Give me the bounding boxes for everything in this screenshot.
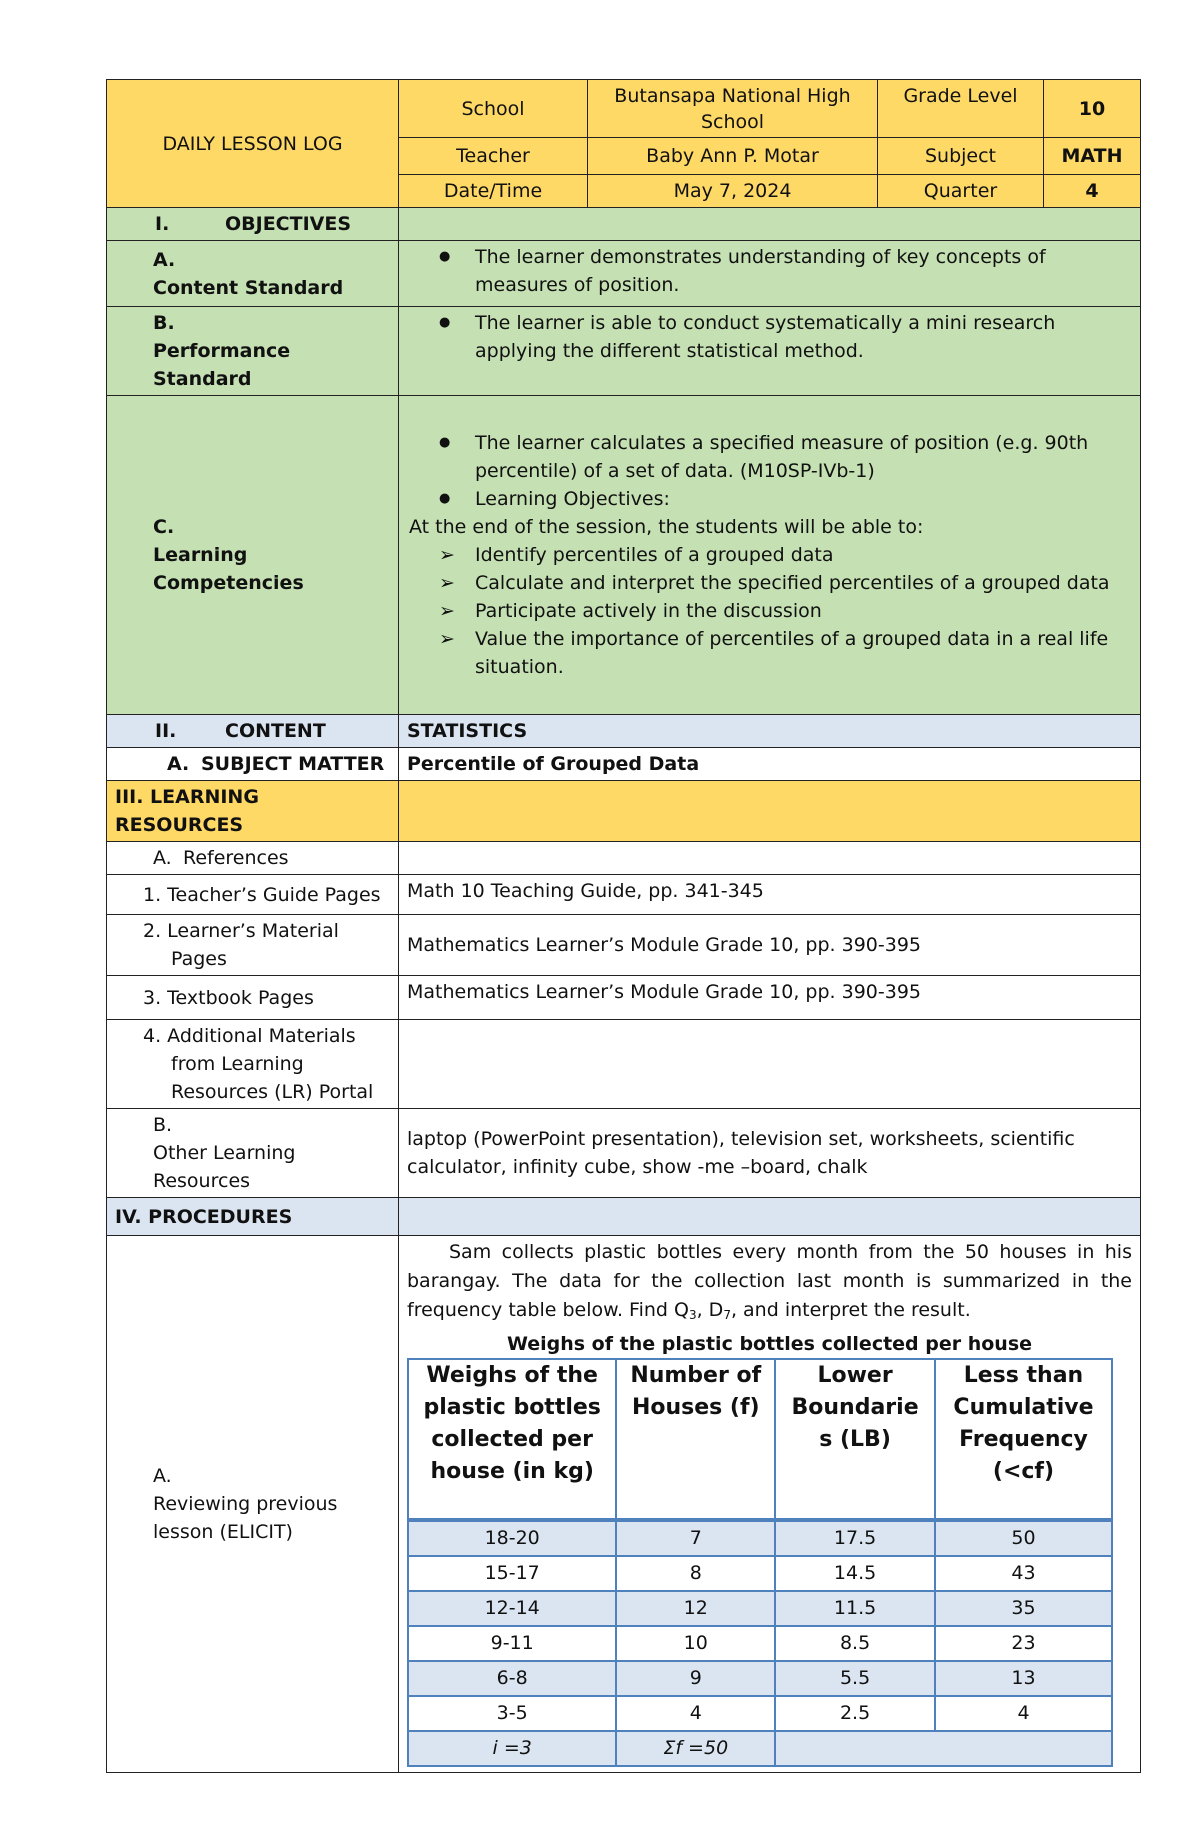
subject-matter-label: A. SUBJECT MATTER xyxy=(107,748,399,781)
table-row xyxy=(408,1661,1112,1696)
grade-level-label: Grade Level xyxy=(878,80,1044,138)
table-cell: 9 xyxy=(616,1661,775,1696)
teacher-value: Baby Ann P. Motar xyxy=(588,138,878,175)
teachers-guide-label: 1. Teacher’s Guide Pages xyxy=(107,875,399,915)
other-resources-value: laptop (PowerPoint presentation), television set, worksheets, scientific calculator, infinity cube, show -me –board, chalk xyxy=(399,1109,1141,1198)
references-label: A. References xyxy=(107,842,399,875)
table-cell: 12 xyxy=(616,1591,775,1626)
school-value: Butansapa National High School xyxy=(588,80,878,138)
problem-paragraph: Sam collects plastic bottles every month from the 50 houses in his barangay. The data for the collection last month is summarized in the frequency table below. Find $Q_3$, $D_7$, and interpret the result. xyxy=(407,1241,1132,1322)
content-standard-value xyxy=(399,241,1141,307)
table-cell: 15-17 xyxy=(408,1556,616,1591)
column-header: Lower Boundarie s (LB) xyxy=(775,1359,935,1520)
learning-competencies-label: C.Learning Competencies xyxy=(107,396,399,715)
date-label: Date/Time xyxy=(399,175,588,208)
learning-resources-empty xyxy=(399,781,1141,842)
frequency-table xyxy=(407,1358,1113,1767)
objective-item: ➢ Value the importance of percentiles of a grouped data in a real life situation. xyxy=(475,625,1132,681)
objectives-empty xyxy=(399,208,1141,241)
teacher-label: Teacher xyxy=(399,138,588,175)
quarter-label: Quarter xyxy=(878,175,1044,208)
objective-item: ➢ Identify percentiles of a grouped data xyxy=(475,541,1132,569)
learning-objectives-bullet: ● Learning Objectives: xyxy=(475,485,1132,513)
table-cell: 6-8 xyxy=(408,1661,616,1696)
table-row xyxy=(408,1520,1112,1556)
table-row xyxy=(408,1556,1112,1591)
quarter-value: 4 xyxy=(1044,175,1141,208)
content-heading: II. CONTENT xyxy=(107,715,399,748)
reviewing-lesson-content xyxy=(399,1236,1141,1773)
procedures-heading: IV. PROCEDURES xyxy=(107,1198,399,1236)
table-cell: 17.5 xyxy=(775,1520,935,1556)
performance-standard-value xyxy=(399,307,1141,396)
learning-competencies-value xyxy=(399,396,1141,715)
footer-empty-cell xyxy=(775,1731,1112,1766)
column-header: Weighs of the plastic bottles collected per house (in kg) xyxy=(408,1359,616,1520)
grade-level-value: 10 xyxy=(1044,80,1141,138)
table-cell: 11.5 xyxy=(775,1591,935,1626)
table-cell: 18-20 xyxy=(408,1520,616,1556)
column-header: Number of Houses (f) xyxy=(616,1359,775,1520)
table-cell: 14.5 xyxy=(775,1556,935,1591)
references-empty xyxy=(399,842,1141,875)
additional-materials-value xyxy=(399,1020,1141,1109)
table-row xyxy=(408,1696,1112,1731)
content-standard-label: A.Content Standard xyxy=(107,241,399,307)
table-cell: 8.5 xyxy=(775,1626,935,1661)
content-value: STATISTICS xyxy=(399,715,1141,748)
table-cell: 43 xyxy=(935,1556,1112,1591)
table-cell: 9-11 xyxy=(408,1626,616,1661)
table-cell: 23 xyxy=(935,1626,1112,1661)
objective-item: ➢ Calculate and interpret the specified percentiles of a grouped data xyxy=(475,569,1132,597)
learners-material-label: 2. Learner’s Material Pages xyxy=(107,915,399,976)
subject-matter-value: Percentile of Grouped Data xyxy=(399,748,1141,781)
log-title: DAILY LESSON LOG xyxy=(107,80,399,208)
school-label: School xyxy=(399,80,588,138)
table-cell: 50 xyxy=(935,1520,1112,1556)
frequency-table-title: Weighs of the plastic bottles collected per house xyxy=(506,1333,1033,1355)
objectives-heading: I. OBJECTIVES xyxy=(107,208,399,241)
table-row xyxy=(408,1626,1112,1661)
table-cell: 7 xyxy=(616,1520,775,1556)
table-cell: 35 xyxy=(935,1591,1112,1626)
learners-material-value: Mathematics Learner’s Module Grade 10, pp. 390-395 xyxy=(399,915,1141,976)
table-cell: 3-5 xyxy=(408,1696,616,1731)
table-footer-row xyxy=(408,1731,1112,1766)
frequency-sum-cell: Σf =50 xyxy=(616,1731,775,1766)
teachers-guide-value: Math 10 Teaching Guide, pp. 341-345 xyxy=(399,875,1141,915)
learning-resources-heading: III. LEARNING RESOURCES xyxy=(107,781,399,842)
textbook-value: Mathematics Learner’s Module Grade 10, pp. 390-395 xyxy=(399,976,1141,1020)
table-cell: 5.5 xyxy=(775,1661,935,1696)
performance-standard-label: B.Performance Standard xyxy=(107,307,399,396)
table-cell: 10 xyxy=(616,1626,775,1661)
table-cell: 2.5 xyxy=(775,1696,935,1731)
table-row xyxy=(408,1591,1112,1626)
other-resources-label: B.Other Learning Resources xyxy=(107,1109,399,1198)
objective-item: ➢ Participate actively in the discussion xyxy=(475,597,1132,625)
performance-standard-bullet: ● The learner is able to conduct systematically a mini research applying the different statistical method. xyxy=(475,309,1132,365)
date-value: May 7, 2024 xyxy=(588,175,878,208)
table-cell: 4 xyxy=(616,1696,775,1731)
subject-value: MATH xyxy=(1044,138,1141,175)
column-header: Less than Cumulative Frequency (<cf) xyxy=(935,1359,1112,1520)
table-cell: 12-14 xyxy=(408,1591,616,1626)
reviewing-lesson-label: A.Reviewing previous lesson (ELICIT) xyxy=(107,1236,399,1773)
table-cell: 13 xyxy=(935,1661,1112,1696)
lesson-log-table xyxy=(106,79,1141,1773)
subject-label: Subject xyxy=(878,138,1044,175)
procedures-empty xyxy=(399,1198,1141,1236)
table-cell: 8 xyxy=(616,1556,775,1591)
additional-materials-label: 4. Additional Materials from Learning Resources (LR) Portal xyxy=(107,1020,399,1109)
textbook-label: 3. Textbook Pages xyxy=(107,976,399,1020)
daily-lesson-log-page xyxy=(106,79,1140,1773)
class-size-cell: i =3 xyxy=(408,1731,616,1766)
content-standard-bullet: ● The learner demonstrates understanding of key concepts of measures of position. xyxy=(475,243,1132,299)
table-cell: 4 xyxy=(935,1696,1112,1731)
competency-bullet: ● The learner calculates a specified measure of position (e.g. 90th percentile) of a set of data. (M10SP-IVb-1) xyxy=(475,429,1132,485)
objectives-intro: At the end of the session, the students will be able to: xyxy=(409,516,924,538)
frequency-table-header xyxy=(408,1359,1112,1520)
